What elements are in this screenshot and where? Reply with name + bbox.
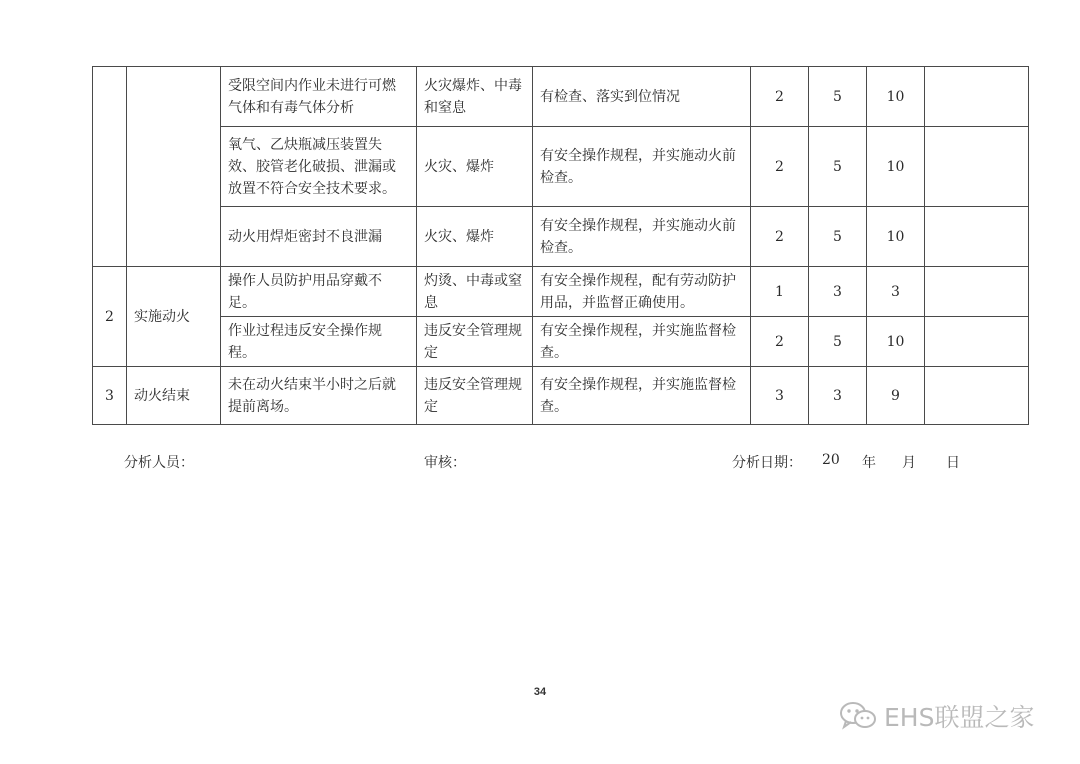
measure-cell: 有安全操作规程，并实施监督检查。 xyxy=(533,367,751,425)
severity-cell: 5 xyxy=(809,127,867,207)
table-row xyxy=(93,67,1029,127)
watermark-text: EHS联盟之家 xyxy=(884,703,1035,732)
watermark xyxy=(838,698,1034,734)
remark-cell xyxy=(925,67,1029,127)
risk-value-cell: 3 xyxy=(867,267,925,317)
likelihood-cell: 2 xyxy=(751,127,809,207)
severity-cell: 3 xyxy=(809,367,867,425)
consequence-cell: 火灾、爆炸 xyxy=(417,127,533,207)
remark-cell xyxy=(925,207,1029,267)
step-name-cell xyxy=(127,67,221,267)
measure-cell: 有安全操作规程，并实施动火前检查。 xyxy=(533,207,751,267)
step-name-cell: 动火结束 xyxy=(127,367,221,425)
consequence-cell: 灼烫、中毒或窒息 xyxy=(417,267,533,317)
year-prefix: 20 xyxy=(822,452,840,468)
risk-value-cell: 10 xyxy=(867,127,925,207)
analyst-label: 分析人员： xyxy=(124,455,194,471)
wechat-icon xyxy=(838,700,878,732)
hazard-cell: 操作人员防护用品穿戴不足。 xyxy=(221,267,417,317)
table-row xyxy=(93,267,1029,317)
measure-cell: 有检查、落实到位情况 xyxy=(533,67,751,127)
hazard-cell: 作业过程违反安全操作规程。 xyxy=(221,317,417,367)
risk-value-cell: 10 xyxy=(867,207,925,267)
table-row xyxy=(93,317,1029,367)
severity-cell: 5 xyxy=(809,207,867,267)
severity-cell: 3 xyxy=(809,267,867,317)
table-row xyxy=(93,127,1029,207)
likelihood-cell: 2 xyxy=(751,317,809,367)
likelihood-cell: 2 xyxy=(751,67,809,127)
signature-footer xyxy=(0,452,1080,474)
analysis-date-label: 分析日期： xyxy=(732,455,802,471)
risk-value-cell: 9 xyxy=(867,367,925,425)
risk-analysis-table xyxy=(92,66,1029,425)
measure-cell: 有安全操作规程，配有劳动防护用品，并监督正确使用。 xyxy=(533,267,751,317)
step-number-cell xyxy=(93,67,127,267)
hazard-cell: 动火用焊炬密封不良泄漏 xyxy=(221,207,417,267)
risk-value-cell: 10 xyxy=(867,67,925,127)
step-number-cell: 3 xyxy=(93,367,127,425)
day-label: 日 xyxy=(946,455,960,471)
risk-value-cell: 10 xyxy=(867,317,925,367)
likelihood-cell: 3 xyxy=(751,367,809,425)
measure-cell: 有安全操作规程，并实施监督检查。 xyxy=(533,317,751,367)
remark-cell xyxy=(925,127,1029,207)
hazard-cell: 受限空间内作业未进行可燃气体和有毒气体分析 xyxy=(221,67,417,127)
likelihood-cell: 2 xyxy=(751,207,809,267)
consequence-cell: 火灾、爆炸 xyxy=(417,207,533,267)
measure-cell: 有安全操作规程，并实施动火前检查。 xyxy=(533,127,751,207)
reviewer-label: 审核： xyxy=(424,455,466,471)
remark-cell xyxy=(925,317,1029,367)
hazard-cell: 未在动火结束半小时之后就提前离场。 xyxy=(221,367,417,425)
consequence-cell: 违反安全管理规定 xyxy=(417,367,533,425)
consequence-cell: 违反安全管理规定 xyxy=(417,317,533,367)
severity-cell: 5 xyxy=(809,67,867,127)
hazard-cell: 氧气、乙炔瓶减压装置失效、胶管老化破损、泄漏或放置不符合安全技术要求。 xyxy=(221,127,417,207)
page-number: 34 xyxy=(533,686,547,698)
remark-cell xyxy=(925,267,1029,317)
likelihood-cell: 1 xyxy=(751,267,809,317)
step-number-cell: 2 xyxy=(93,267,127,367)
table-row xyxy=(93,207,1029,267)
year-label: 年 xyxy=(862,455,876,471)
severity-cell: 5 xyxy=(809,317,867,367)
month-label: 月 xyxy=(902,455,916,471)
table-row xyxy=(93,367,1029,425)
remark-cell xyxy=(925,367,1029,425)
consequence-cell: 火灾爆炸、中毒和窒息 xyxy=(417,67,533,127)
step-name-cell: 实施动火 xyxy=(127,267,221,367)
